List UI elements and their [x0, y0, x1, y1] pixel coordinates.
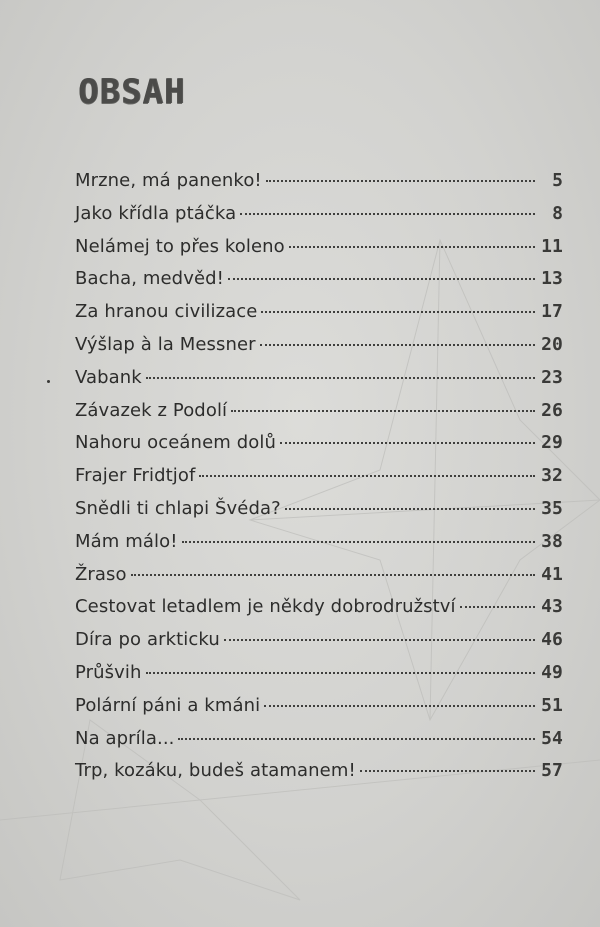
- dot-leader: [260, 344, 535, 346]
- toc-entry-page: 8: [552, 202, 563, 224]
- toc-entry-title: Vabank: [75, 366, 142, 388]
- toc-entry-title: Mám málo!: [75, 530, 178, 552]
- toc-entry[interactable]: [75, 268, 563, 301]
- toc-entry-page: 13: [541, 268, 563, 290]
- toc-entry-title: Polární páni a kmáni: [75, 694, 261, 716]
- dot-leader: [261, 311, 535, 313]
- toc-entry[interactable]: [75, 662, 563, 695]
- toc-entry[interactable]: [75, 432, 563, 465]
- dot-leader: [264, 705, 535, 707]
- page-title: OBSAH: [78, 72, 186, 112]
- toc-entry-title: Závazek z Podolí: [75, 399, 228, 421]
- toc-entry-page: 38: [541, 530, 563, 552]
- toc-entry-page: 46: [541, 629, 563, 651]
- dot-leader: [285, 508, 535, 510]
- toc-entry-page: 32: [541, 465, 563, 487]
- dot-leader: [146, 672, 536, 674]
- toc-entry-title: Nahoru oceánem dolů: [75, 432, 276, 454]
- dot-leader: [266, 180, 535, 182]
- dot-leader: [460, 606, 535, 608]
- dot-leader: [178, 738, 535, 740]
- dot-leader: [131, 574, 535, 576]
- toc-entry-page: 17: [541, 301, 563, 323]
- toc-entry[interactable]: [75, 596, 563, 629]
- toc-entry-title: Snědli ti chlapi Švéda?: [75, 497, 281, 519]
- toc-entry[interactable]: [75, 629, 563, 662]
- toc-entry[interactable]: [75, 465, 563, 498]
- toc-entry[interactable]: [75, 400, 563, 433]
- toc-entry-title: Za hranou civilizace: [75, 301, 258, 323]
- toc-entry-title: Trp, kozáku, budeš atamanem!: [75, 760, 356, 782]
- toc-entry-title: Výšlap à la Messner: [75, 333, 256, 355]
- dot-leader: [146, 377, 535, 379]
- toc-entry-title: Frajer Fridtjof: [75, 465, 196, 487]
- toc-entry-page: 43: [541, 596, 563, 618]
- toc-entry[interactable]: [75, 170, 563, 203]
- toc-entry[interactable]: [75, 203, 563, 236]
- dot-leader: [240, 213, 535, 215]
- toc-entry[interactable]: [75, 367, 563, 400]
- toc-entry-page: 5: [552, 170, 563, 191]
- toc-entry-page: 41: [541, 563, 563, 585]
- toc-entry-page: 26: [541, 399, 563, 421]
- toc-entry-title: Žraso: [75, 563, 127, 585]
- toc-entry[interactable]: [75, 334, 563, 367]
- toc-entry-title: Mrzne, má panenko!: [75, 170, 262, 191]
- toc-entry-page: 51: [541, 694, 563, 716]
- toc-entry-title: Nelámej to přes koleno: [75, 235, 285, 257]
- dot-leader: [182, 541, 535, 543]
- toc-entry[interactable]: [75, 531, 563, 564]
- toc-entry[interactable]: [75, 760, 563, 793]
- toc-entry-page: 54: [541, 727, 563, 749]
- toc-entry[interactable]: [75, 301, 563, 334]
- toc-entry-page: 35: [541, 497, 563, 519]
- toc-entry-title: Na apríla...: [75, 727, 175, 749]
- toc-entry-page: 11: [541, 235, 563, 257]
- toc-entry[interactable]: [75, 498, 563, 531]
- toc-entry[interactable]: [75, 695, 563, 728]
- toc-entry-title: Cestovat letadlem je někdy dobrodružství: [75, 596, 456, 618]
- toc-entry-page: 49: [541, 661, 563, 683]
- dot-leader: [360, 770, 535, 772]
- toc-entry[interactable]: [75, 236, 563, 269]
- toc-entry-page: 23: [541, 366, 563, 388]
- toc-entry-title: Jako křídla ptáčka: [75, 202, 237, 224]
- toc-entry-page: 57: [541, 760, 563, 782]
- toc-entry-page: 20: [541, 333, 563, 355]
- dot-leader: [289, 246, 535, 248]
- dot-leader: [280, 442, 535, 444]
- toc-entry-title: Průšvih: [75, 661, 142, 683]
- toc-entry-title: Díra po arkticku: [75, 629, 220, 651]
- dot-leader: [231, 410, 535, 412]
- toc-entry[interactable]: [75, 728, 563, 761]
- dot-leader: [228, 278, 535, 280]
- print-speck: [47, 380, 50, 383]
- dot-leader: [199, 475, 535, 477]
- toc-entry[interactable]: [75, 564, 563, 597]
- toc-entry-page: 29: [541, 432, 563, 454]
- table-of-contents: [75, 170, 563, 793]
- dot-leader: [224, 639, 535, 641]
- toc-entry-title: Bacha, medvěd!: [75, 268, 224, 290]
